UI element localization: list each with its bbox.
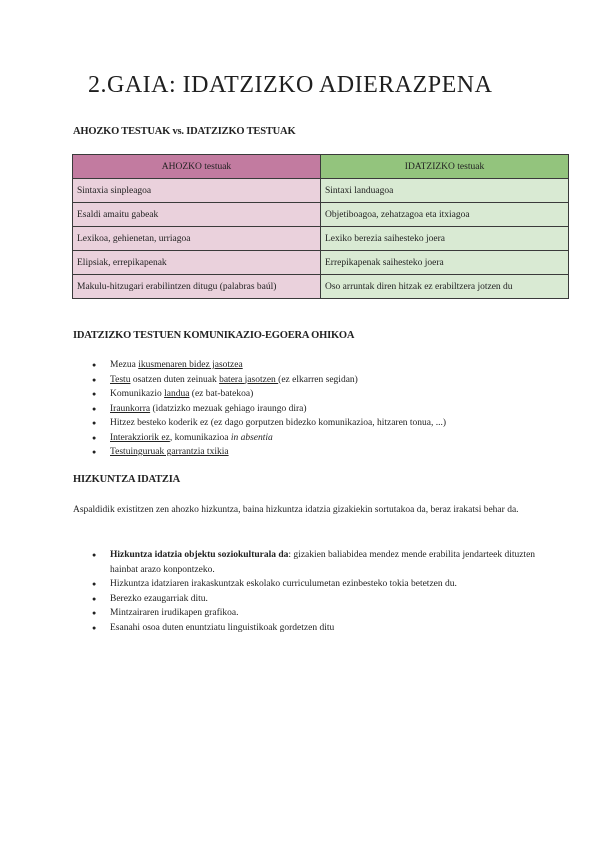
bullet-text: Hizkuntza idatziaren irakaskuntzak eskolako curriculumetan ezinbesteko tokia betetzen du. [110,579,457,589]
written-language-bullet-list [92,548,552,635]
intro-paragraph: Aspaldidik existitzen zen ahozko hizkuntza, baina hizkuntza idatzia gizakiekin sortutakoa da, beraz irakatsi behar da. [73,505,519,515]
bullet-underlined-text: Iraunkorra [110,403,151,414]
section-heading-communication-situation: IDATZIZKO TESTUEN KOMUNIKAZIO-EGOERA OHIKOA [73,330,355,341]
list-item [92,387,552,402]
table-header-written: IDATZIZKO testuak [321,155,569,179]
table-cell: Objetiboagoa, zehatzagoa eta itxiagoa [321,203,569,227]
table-cell: Elipsiak, errepikapenak [73,251,321,275]
bullet-text: : gizakien baliabidea mendez mende erabilita jendarteek dituzten hainbat arazo konpontzeko. [110,550,536,575]
list-item [92,445,552,460]
table-row [73,179,569,203]
comparison-table [72,154,569,299]
communication-bullet-list [92,358,552,460]
table-cell: Errepikapenak saihesteko joera [321,251,569,275]
list-item [92,373,552,388]
bullet-text: , komunikazioa [169,432,231,443]
list-item [92,402,552,417]
page-title: 2.GAIA: IDATZIZKO ADIERAZPENA [88,72,493,98]
table-row [73,203,569,227]
bullet-underlined-text: Interakziorik ez [110,432,170,443]
bullet-text: Berezko ezaugarriak ditu. [110,593,208,604]
list-item [92,606,552,621]
bullet-text: (ez elkarren segidan) [278,374,358,385]
bullet-underlined-text: ikusmenaren bidez jasotzea [138,360,243,370]
table-header-row [73,155,569,179]
bullet-text: (idatzizko mezuak gehiago iraungo dira) [150,403,307,414]
bullet-text: osatzen duten zeinuak [130,374,220,385]
bullet-text: Mintzairaren irudikapen grafikoa. [110,608,239,618]
list-item [92,358,552,373]
section-heading-oral-vs-written: AHOZKO TESTUAK vs. IDATZIZKO TESTUAK [73,126,296,137]
bullet-underlined-text: Testuinguruak garrantzia txikia [110,447,229,457]
list-item [92,592,552,607]
bullet-underlined-text: batera jasotzen [219,374,279,385]
table-cell: Oso arruntak diren hitzak ez erabiltzera jotzen du [321,275,569,299]
bullet-underlined-text: landua [164,389,190,399]
table-cell: Sintaxia sinpleagoa [73,179,321,203]
list-item [92,431,552,446]
bullet-underlined-text: Testu [110,374,131,385]
table-cell: Lexikoa, gehienetan, urriagoa [73,227,321,251]
section-heading-written-language: HIZKUNTZA IDATZIA [73,474,180,485]
table-header-oral: AHOZKO testuak [73,155,321,179]
bullet-text: (ez bat-batekoa) [189,389,254,399]
table-row [73,227,569,251]
list-item [92,548,552,577]
bullet-text: Hitzez besteko koderik ez (ez dago gorputzen bidezko komunikazioa, hitzaren tonua, ...) [110,418,447,428]
list-item [92,621,552,636]
table-row [73,275,569,299]
bullet-italic-text: in absentia [230,432,273,443]
bullet-text: Esanahi osoa duten enuntziatu linguistikoak gordetzen ditu [110,622,335,633]
bullet-text: Mezua [110,360,139,370]
table-cell: Makulu-hitzugari erabilintzen ditugu (palabras baúl) [73,275,321,299]
table-cell: Esaldi amaitu gabeak [73,203,321,227]
bullet-bold-text: Hizkuntza idatzia objektu soziokulturala da [110,550,289,560]
list-item [92,577,552,592]
table-cell: Sintaxi landuagoa [321,179,569,203]
list-item [92,416,552,431]
table-cell: Lexiko berezia saihesteko joera [321,227,569,251]
table-row [73,251,569,275]
bullet-text: Komunikazio [110,389,165,399]
